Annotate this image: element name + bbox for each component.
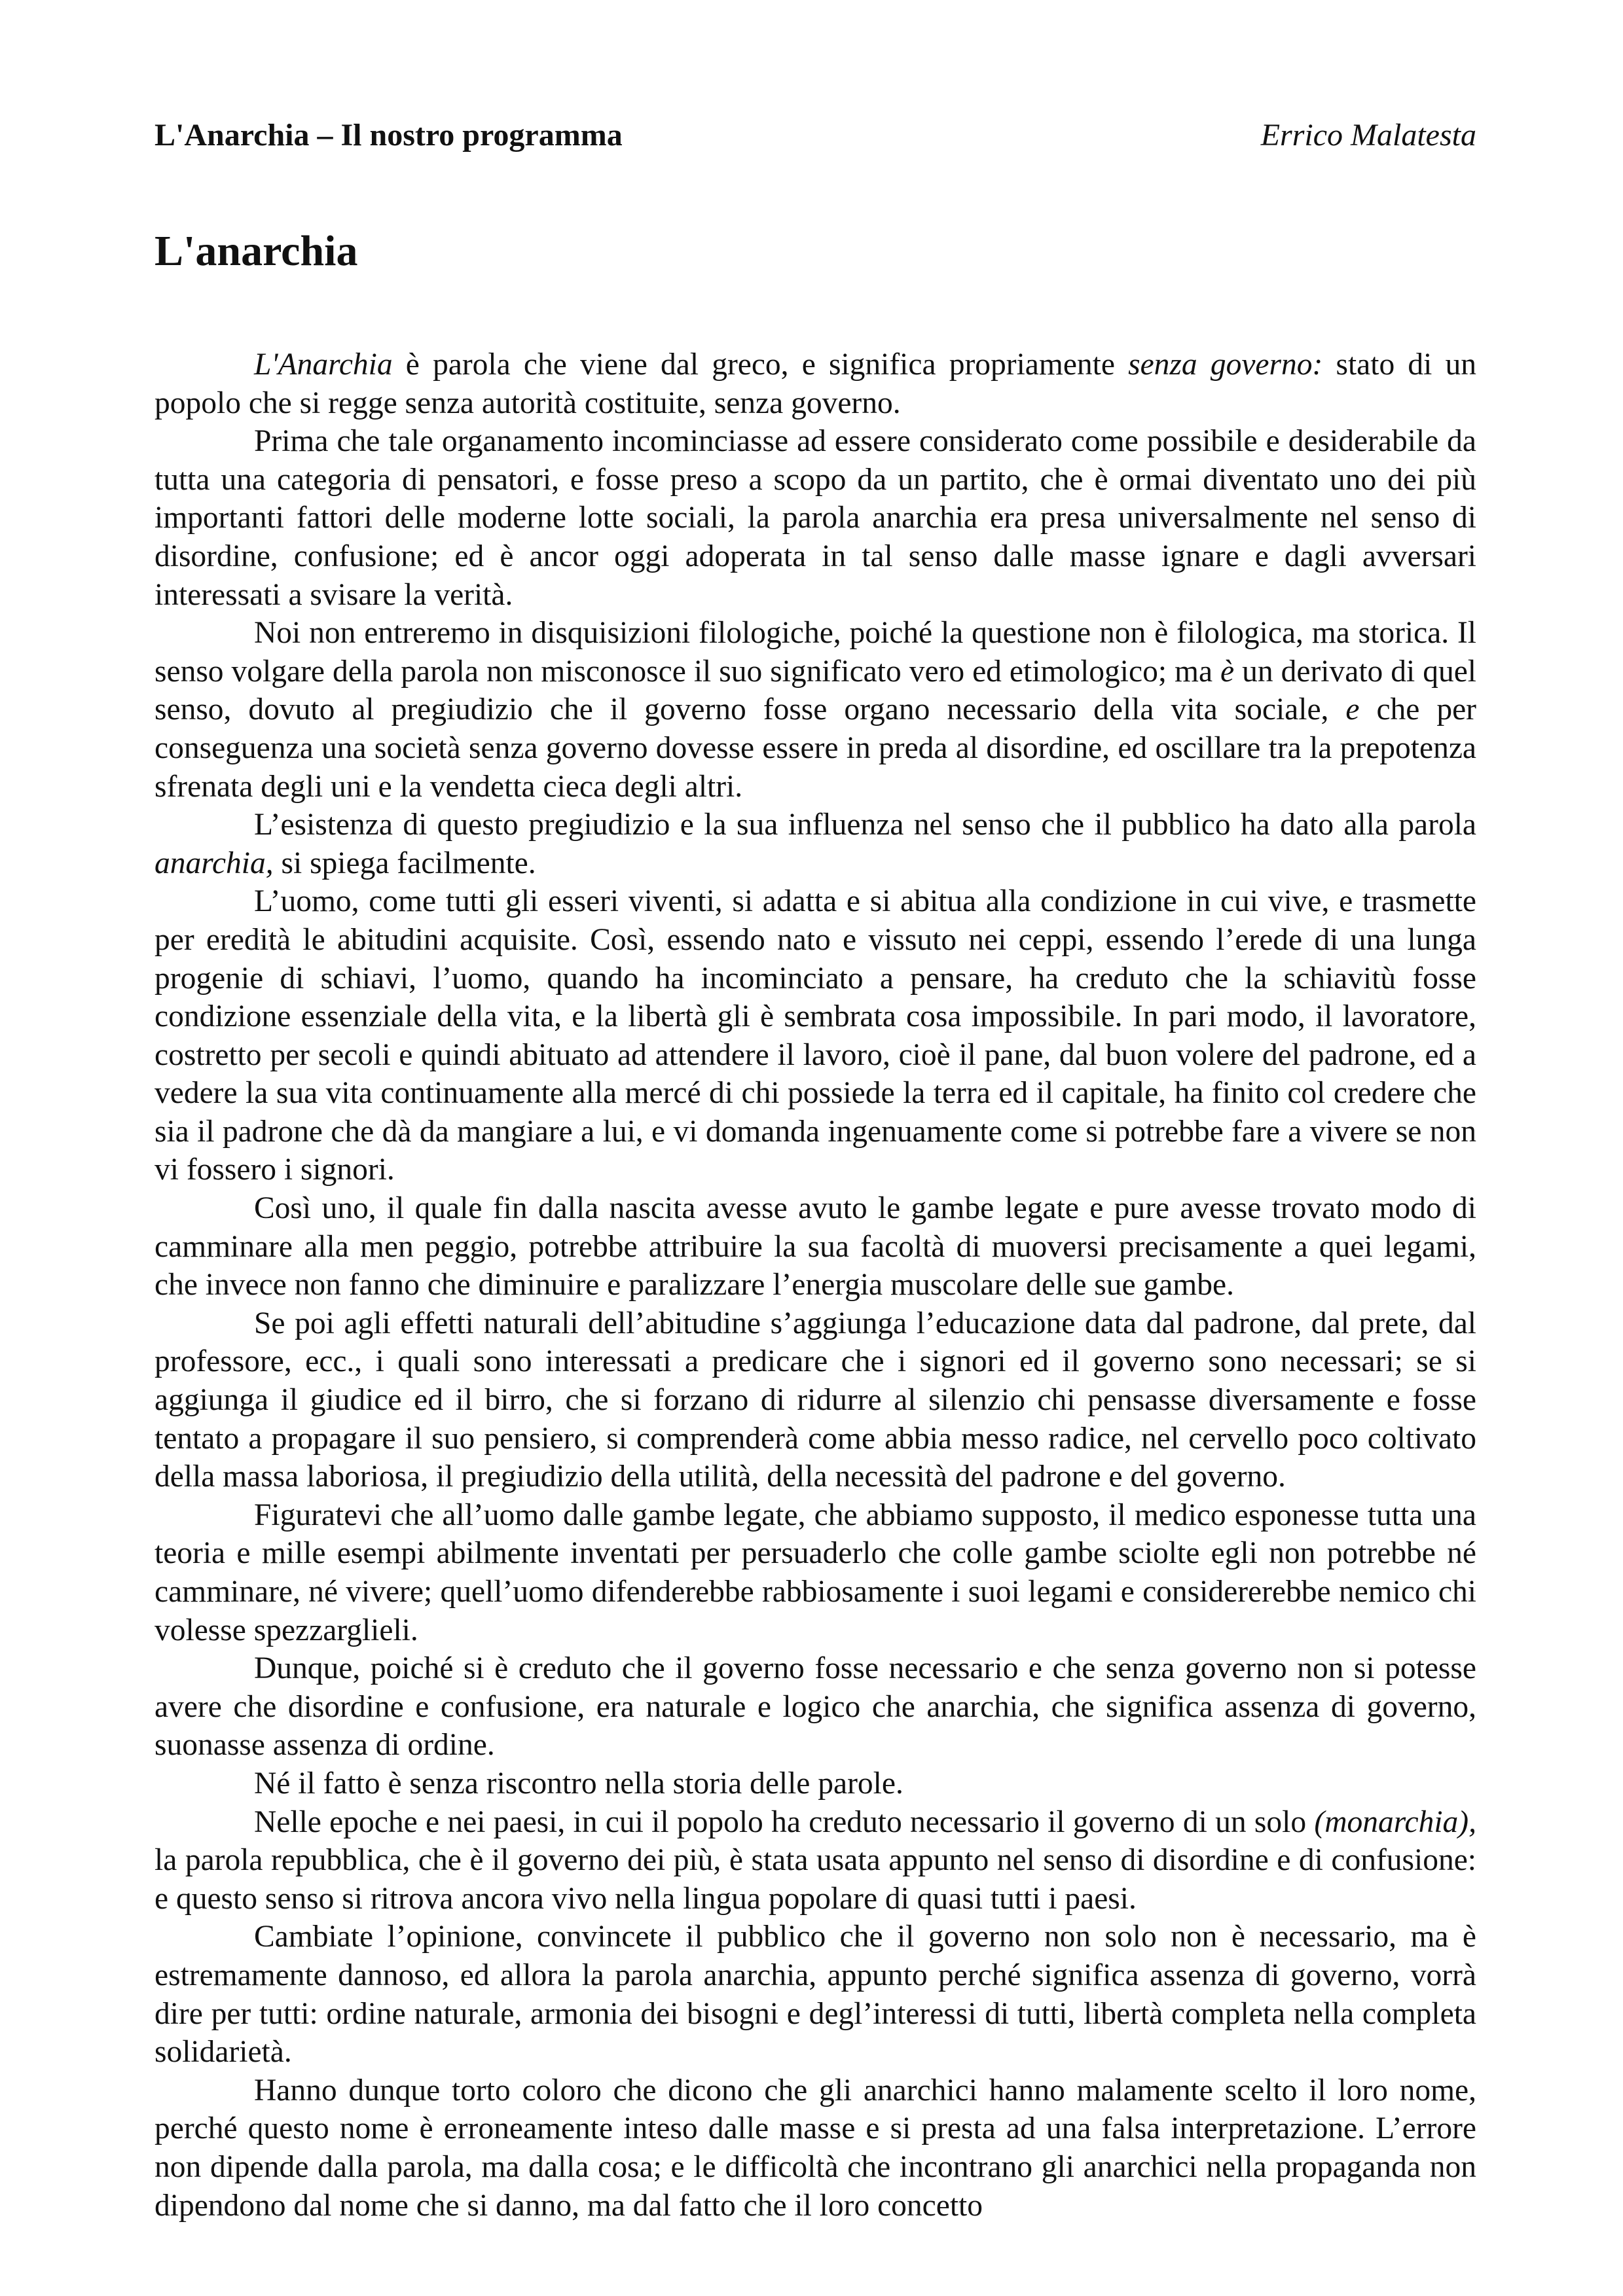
text-run: L’esistenza di questo pregiudizio e la sua influenza nel senso che il pubblico ha dato alla parola (254, 808, 1476, 842)
header-book-title: L'Anarchia – Il nostro programma (155, 118, 623, 152)
italic-text: (monarchia), (1314, 1804, 1476, 1839)
paragraph (155, 614, 1476, 806)
paragraph (155, 2072, 1476, 2225)
italic-text: senza governo: (1128, 348, 1323, 382)
paragraph (155, 346, 1476, 422)
text-run: Dunque, poiché si è creduto che il governo fosse necessario e che senza governo non si potesse avere che disordine e confusione, era naturale e logico che anarchia, che significa assenza di governo, suonasse assenza di ordine. (155, 1651, 1476, 1763)
text-run: un derivato di quel senso, dovuto al pregiudizio che il governo fosse organo necessario della vita sociale, (155, 654, 1476, 727)
paragraph (155, 1304, 1476, 1496)
text-run: Noi non entreremo in disquisizioni filologiche, poiché la questione non è filologica, ma storica. Il senso volgare della parola non misconosce il suo significato vero ed etimologico; ma (155, 616, 1476, 689)
body-text (155, 346, 1476, 2225)
text-run: stato di un popolo che si regge senza autorità costituite, senza governo. (155, 348, 1476, 420)
text-run: Figuratevi che all’uomo dalle gambe legate, che abbiamo supposto, il medico esponesse tutta una teoria e mille esempi abilmente inventati per persuaderlo che colle gambe sciolte egli non potrebbe né camminare, né vivere; quell’uomo difenderebbe rabbiosamente i suoi legami e considererebbe nemico chi volesse spezzarglieli. (155, 1498, 1476, 1647)
paragraph (155, 1803, 1476, 1918)
paragraph (155, 1918, 1476, 2071)
italic-text: e (1345, 692, 1360, 727)
paragraph (155, 1189, 1476, 1304)
text-run: Hanno dunque torto coloro che dicono che gli anarchici hanno malamente scelto il loro nome, perché questo nome è erroneamente inteso dalle masse e si presta ad una falsa interpretazione. L’errore non dipende dalla parola, ma dalla cosa; e le difficoltà che incontrano gli anarchici nella propaganda non dipendono dal nome che si danno, ma dal fatto che il loro concetto (155, 2073, 1476, 2223)
paragraph (155, 1649, 1476, 1765)
italic-text: L'Anarchia (254, 348, 393, 382)
paragraph (155, 1765, 1476, 1803)
italic-text: è (1220, 654, 1235, 689)
text-run: Se poi agli effetti naturali dell’abitudine s’aggiunga l’educazione data dal padrone, dal prete, dal professore, ecc., i quali sono interessati a predicare che i signori ed il governo sono necessari; se si aggiunga il giudice ed il birro, che si forzano di ridurre al silenzio chi pensasse diversamente e fosse tentato a propagare il suo pensiero, si comprenderà come abbia messo radice, nel cervello poco coltivato della massa laboriosa, il pregiudizio della utilità, della necessità del padrone e del governo. (155, 1306, 1476, 1494)
paragraph (155, 1496, 1476, 1649)
running-header (155, 113, 1476, 158)
text-run: si spiega facilmente. (273, 846, 536, 880)
italic-text: anarchia, (155, 846, 274, 880)
text-run: la parola repubblica, che è il governo dei più, è stata usata appunto nel senso di disordine e di confusione: e questo senso si ritrova ancora vivo nella lingua popolare di quasi tutti i paesi. (155, 1843, 1476, 1916)
paragraph (155, 882, 1476, 1189)
text-run: L’uomo, come tutti gli esseri viventi, si adatta e si abitua alla condizione in cui vive, e trasmette per eredità le abitudini acquisite. Così, essendo nato e vissuto nei ceppi, essendo l’erede di una lunga progenie di schiavi, l’uomo, quando ha incominciato a pensare, ha creduto che la schiavitù fosse condizione essenziale della vita, e la libertà gli è sembrata cosa impossibile. In pari modo, il lavoratore, costretto per secoli e quindi abituato ad attendere il lavoro, cioè il pane, dal buon volere del padrone, ed a vedere la sua vita continuamente alla mercé di chi possiede la terra ed il capitale, ha finito col credere che sia il padrone che dà da mangiare a lui, e vi domanda ingenuamente come si potrebbe fare a vivere se non vi fossero i signori. (155, 884, 1476, 1187)
text-run: Nelle epoche e nei paesi, in cui il popolo ha creduto necessario il governo di un solo (254, 1804, 1315, 1839)
text-run: è parola che viene dal greco, e significa propriamente (392, 348, 1129, 382)
paragraph (155, 806, 1476, 882)
paragraph (155, 422, 1476, 614)
chapter-title: L'anarchia (155, 227, 358, 275)
header-author: Errico Malatesta (1260, 118, 1476, 152)
text-run: Così uno, il quale fin dalla nascita avesse avuto le gambe legate e pure avesse trovato modo di camminare alla men peggio, potrebbe attribuire la sua facoltà di muoversi precisamente a quei legami, che invece non fanno che diminuire e paralizzare l’energia muscolare delle sue gambe. (155, 1191, 1476, 1302)
text-run: Né il fatto è senza riscontro nella storia delle parole. (254, 1766, 903, 1801)
text-run: che per conseguenza una società senza governo dovesse essere in preda al disordine, ed oscillare tra la prepotenza sfrenata degli uni e la vendetta cieca degli altri. (155, 692, 1476, 804)
text-run: Cambiate l’opinione, convincete il pubblico che il governo non solo non è necessario, ma è estremamente dannoso, ed allora la parola anarchia, appunto perché significa assenza di governo, vorrà dire per tutti: ordine naturale, armonia dei bisogni e degl’interessi di tutti, libertà completa nella completa solidarietà. (155, 1920, 1476, 2070)
text-run: Prima che tale organamento incominciasse ad essere considerato come possibile e desiderabile da tutta una categoria di pensatori, e fosse preso a scopo da un partito, che è ormai diventato uno dei più importanti fattori delle moderne lotte sociali, la parola anarchia era presa universalmente nel senso di disordine, confusione; ed è ancor oggi adoperata in tal senso dalle masse ignare e dagli avversari interessati a svisare la verità. (155, 424, 1476, 612)
